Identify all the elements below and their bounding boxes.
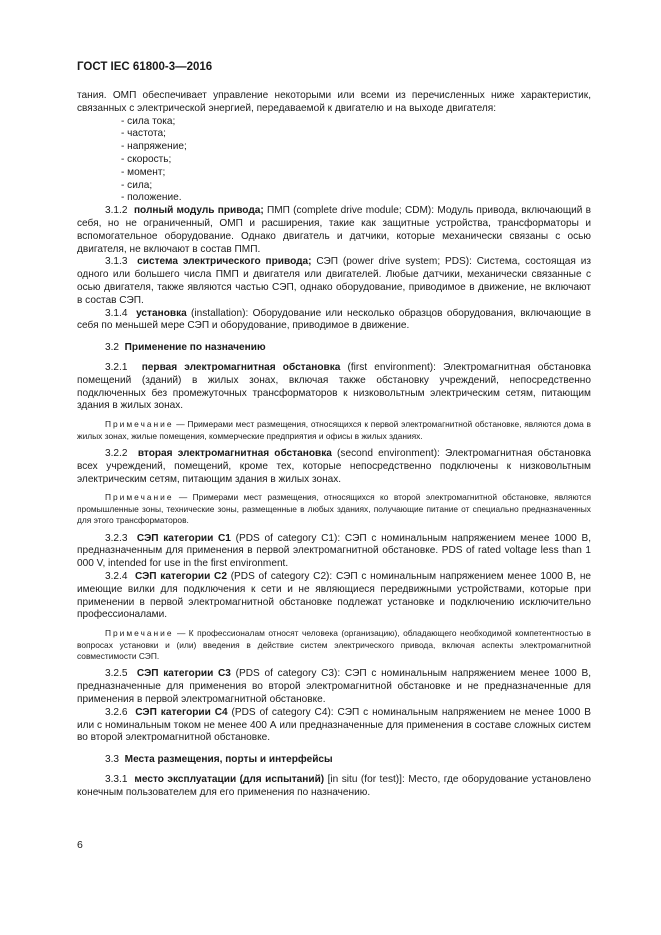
list-item: - положение. (121, 192, 182, 204)
definition-text: СЭП (power drive system; PDS): Система, состоящая из одного или большего числа ПМП и двигателя или двигателей. Любые датчики, механически связанные с осью двигателя, также являются частью СЭП, однако оборудование, приводимое в движение, не включают в состав СЭП. (77, 256, 592, 306)
term: установка (136, 307, 187, 319)
term: СЭП категории С4 (135, 706, 228, 718)
document-body (77, 90, 591, 800)
definition-text: (PDS of category C2): СЭП с номинальным напряжением менее 1000 В, не имеющие вилки для подключения к сети и не являющиеся передвижными устройствами, которые при применении в первой электромагнитной обстановке подлежат установке и подключению исключительно профессионалами. (77, 570, 592, 621)
note-3 (77, 628, 591, 662)
definition-text: (first environment): Электромагнитная обстановка помещений (зданий) в жилых зонах, включая также обстановку учреждений, непосредственно подключенных без промежуточных трансформаторов к низковольтным электрическим сетям, питающим здания в жилых зонах. (77, 361, 591, 412)
term: СЭП категории С1 (136, 532, 231, 544)
definition-3-1-4 (77, 308, 591, 334)
definition-text: [in situ (for test)]: Место, где оборудование установлено конечным пользователем для его применения по назначению. (77, 773, 592, 798)
clause-number: 3.3.1 (105, 773, 128, 785)
definition-3-1-2 (77, 205, 591, 256)
note-label: Примечание (105, 492, 174, 503)
clause-number: 3.1.2 (105, 205, 128, 217)
term: вторая электромагнитная обстановка (137, 447, 332, 459)
clause-number: 3.2.6 (105, 706, 128, 718)
definition-text: (PDS of category C3): СЭП с номинальным напряжением менее 1000 В, предназначенные для применения во второй электромагнитной обстановке и не предназначенные для применения в первой электромагнитной обстановке. (77, 668, 591, 705)
clause-number: 3.2.5 (105, 668, 128, 680)
definition-3-2-4 (77, 571, 591, 622)
section-number: 3.2 (105, 342, 120, 354)
clause-number: 3.2.3 (105, 532, 128, 544)
clause-number: 3.1.3 (105, 256, 128, 268)
note-label: Примечание (105, 628, 174, 639)
definition-3-2-5 (77, 668, 591, 706)
characteristics-list (77, 116, 591, 206)
term: система электрического привода; (137, 256, 312, 268)
definition-3-3-1 (77, 774, 591, 800)
note-text: — К профессионалам относят человека (организацию), обладающего необходимой компетентностью в вопросах установки и (или) введения в действие систем электрического привода, включая аспекты электромагнитной совместимости СЭП. (77, 628, 591, 661)
section-title: Места размещения, порты и интерфейсы (124, 754, 333, 766)
term: место эксплуатации (для испытаний) (134, 773, 325, 785)
intro-paragraph: тания. ОМП обеспечивает управление некоторыми или всеми из перечисленных ниже характеристик, связанных с электрической энергией, передаваемой к двигателю и на выходе двигателя: (77, 90, 591, 114)
clause-number: 3.1.4 (105, 307, 128, 319)
section-title: Применение по назначению (124, 342, 266, 354)
note-1 (77, 419, 591, 442)
section-heading-3-2 (77, 342, 591, 355)
page-number: 6 (77, 839, 83, 851)
list-item: - сила тока; (121, 115, 176, 127)
note-label: Примечание (105, 419, 174, 430)
document-header: ГОСТ IEC 61800-3—2016 (77, 61, 213, 73)
term: первая электромагнитная обстановка (141, 361, 341, 373)
list-item: - скорость; (121, 153, 172, 165)
clause-number: 3.2.4 (105, 570, 128, 582)
section-heading-3-3 (77, 754, 591, 767)
section-number: 3.3 (105, 754, 120, 766)
note-text: — Примерами мест размещения, относящихся ко второй электромагнитной обстановке, являются промышленные зоны, технические зоны, размещенные в любых зданиях, получающие питание от специально предназначенных для этого трансформаторов. (77, 492, 591, 526)
note-2 (77, 492, 591, 526)
definition-3-2-6 (77, 707, 591, 745)
definition-text: (PDS of category C1): СЭП с номинальным напряжением менее 1000 В, предназначенным для применения в первой электромагнитной обстановке. PDS of rated voltage less than 1 000 V, intended for use in the first environment. (77, 532, 591, 570)
definition-text: (installation): Оборудование или несколько образцов оборудования, включающие в себя по меньшей мере СЭП и оборудование, приводимое в движение. (77, 307, 591, 332)
list-item: - сила; (121, 179, 153, 191)
note-text: — Примерами мест размещения, относящихся к первой электромагнитной обстановке, являются дома в жилых зонах, жилые помещения, коммерческие предприятия и офисы в жилых зданиях. (77, 419, 591, 441)
definition-text: ПМП (complete drive module; CDM): Модуль привода, включающий в себя, но не ограниченный, ОМП и расширения, такие как защитные устройства, трансформаторы и вспомогательное оборудование. Однако двигатель и датчики, которые механически связаны с осью двигателя, не включают в состав ПМП. (77, 205, 592, 255)
term: СЭП категории С2 (134, 570, 227, 582)
definition-3-2-3 (77, 533, 591, 571)
list-item: - напряжение; (121, 141, 187, 153)
clause-number: 3.2.2 (105, 447, 128, 459)
definition-text: (PDS of category C4): СЭП с номинальным напряжением не менее 1000 В или с номинальным током не менее 400 А или предназначенные для применения в составе сложных систем во второй электромагнитной обстановке. (77, 706, 591, 744)
definition-text: (second environment): Электромагнитная обстановка всех учреждений, помещений, кроме тех, которые непосредственно подключены к низковольтным электрическим сетям, питающим здания в жилых зонах. (77, 447, 591, 485)
term: полный модуль привода; (133, 205, 264, 217)
list-item: - момент; (121, 166, 166, 178)
list-item: - частота; (121, 128, 166, 140)
definition-3-2-1 (77, 362, 591, 413)
term: СЭП категории С3 (136, 668, 231, 680)
definition-3-2-2 (77, 448, 591, 486)
definition-3-1-3 (77, 256, 591, 307)
clause-number: 3.2.1 (105, 361, 128, 373)
